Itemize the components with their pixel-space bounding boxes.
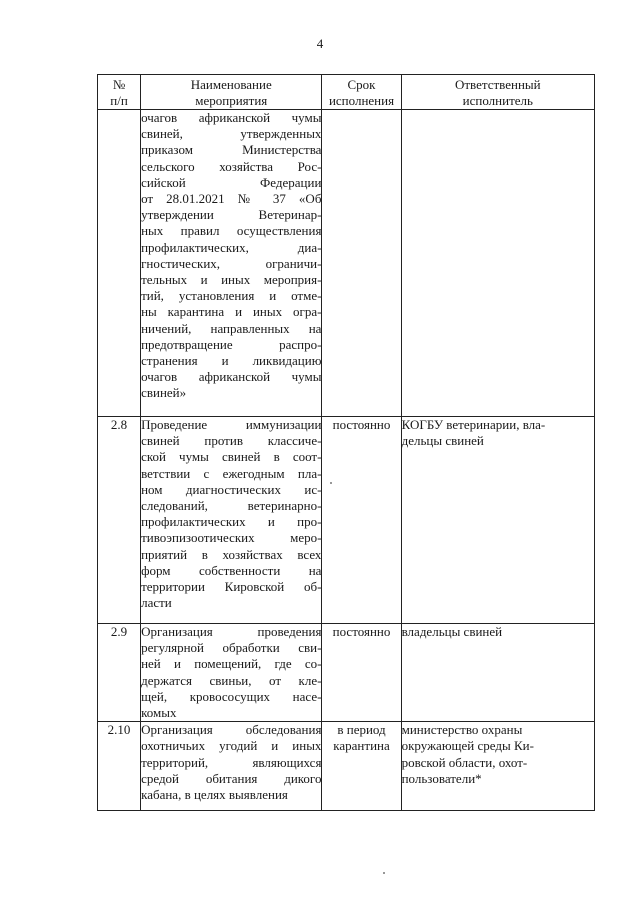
execution-term-line: постоянно <box>332 417 391 432</box>
execution-term-line: в период <box>337 722 386 738</box>
row-number: 2.9 <box>98 624 141 722</box>
execution-term <box>322 110 401 417</box>
responsible-executor-line: окружающей среды Ки- <box>401 738 534 754</box>
header-name <box>141 75 322 110</box>
measure-name-line: форм собственности на <box>141 562 322 578</box>
header-text: мероприятия <box>195 93 268 108</box>
header-responsible <box>401 75 594 110</box>
execution-term-line: карантина <box>333 738 390 754</box>
measure-name-line: очагов африканской чумы <box>141 369 322 385</box>
measure-name-line: Организация обследования <box>141 722 322 738</box>
measure-name-line: утверждении Ветеринар- <box>141 207 322 223</box>
responsible-executor-line: КОГБУ ветеринарии, вла- <box>401 417 546 432</box>
measure-name-line: свиней, утвержденных <box>141 126 322 142</box>
row-number: 2.10 <box>98 722 141 811</box>
measure-name-line: охотничьих угодий и иных <box>141 738 322 754</box>
measure-name <box>141 417 322 624</box>
responsible-executor <box>401 722 594 811</box>
measure-name-line: приказом Министерства <box>141 142 322 158</box>
header-term <box>322 75 401 110</box>
measure-name-line: ничений, направленных на <box>141 320 322 336</box>
measure-name-line: свиней» <box>141 385 187 401</box>
measure-name-line: свиней против классиче- <box>141 433 322 449</box>
measure-name-line: следований, ветеринарно- <box>141 498 322 514</box>
header-number <box>98 75 141 110</box>
header-text: Ответственный <box>454 77 541 92</box>
measure-name-line: комых <box>141 705 177 721</box>
scan-speck <box>330 482 332 484</box>
header-text: Наименование <box>190 77 272 92</box>
measure-name-line: ласти <box>141 595 172 611</box>
row-number <box>98 110 141 417</box>
measure-name-line: приятий в хозяйствах всех <box>141 546 322 562</box>
responsible-executor-line: министерство охраны <box>401 722 523 738</box>
execution-term <box>322 624 401 722</box>
measure-name <box>141 722 322 811</box>
measure-name-line: ных правил осуществления <box>141 223 322 239</box>
measure-name-line: сийской Федерации <box>141 174 322 190</box>
row-number: 2.8 <box>98 417 141 624</box>
measure-name-line: тельных и иных мероприя- <box>141 272 322 288</box>
measure-name-line: территорий, являющихся <box>141 754 322 770</box>
measure-name-line: сельского хозяйства Рос- <box>141 158 322 174</box>
execution-term <box>322 417 401 624</box>
measure-name-line: странения и ликвидацию <box>141 353 322 369</box>
table-row-2-10 <box>98 722 595 811</box>
measure-name-line: ской чумы свиней в соот- <box>141 449 322 465</box>
measure-name-line: регулярной обработки сви- <box>141 640 322 656</box>
measure-name-line: предотвращение распро- <box>141 336 322 352</box>
responsible-executor-line: владельцы свиней <box>401 624 503 639</box>
measure-name-line: тий, установления и отме- <box>141 288 322 304</box>
measure-name-line: Проведение иммунизации <box>141 417 322 432</box>
execution-term <box>322 722 401 811</box>
measures-table <box>97 74 595 811</box>
measure-name-line: территории Кировской об- <box>141 579 322 595</box>
table-row-2-8 <box>98 417 595 624</box>
measure-name-line: щей, кровососущих насе- <box>141 688 322 704</box>
measure-name-line: Организация проведения <box>141 624 322 639</box>
measure-name-line: тивоэпизоотических меро- <box>141 530 322 546</box>
header-text: Срок <box>347 77 376 92</box>
measure-name <box>141 110 322 417</box>
header-text: п/п <box>110 93 128 108</box>
measure-name-line: держатся свиньи, от кле- <box>141 672 322 688</box>
page-number: 4 <box>316 36 324 51</box>
responsible-executor <box>401 417 594 624</box>
table-row-2-9 <box>98 624 595 722</box>
responsible-executor-line: дельцы свиней <box>401 433 484 449</box>
table-header-row <box>98 75 595 110</box>
measure-name <box>141 624 322 722</box>
responsible-executor-line: пользователи* <box>401 770 482 786</box>
measure-name-line: гностических, ограничи- <box>141 255 322 271</box>
table-row-continuation <box>98 110 595 417</box>
measure-name-line: профилактических, диа- <box>141 239 322 255</box>
responsible-executor <box>401 624 594 722</box>
execution-term-line: постоянно <box>332 624 391 639</box>
header-text: исполнитель <box>462 93 533 108</box>
measure-name-line: ветствии с ежегодным пла- <box>141 465 322 481</box>
measure-name-line: кабана, в целях выявления <box>141 787 288 803</box>
measure-name-line: очагов африканской чумы <box>141 110 322 125</box>
measure-name-line: ней и помещений, где со- <box>141 656 322 672</box>
responsible-executor <box>401 110 594 417</box>
scan-speck <box>383 872 385 874</box>
responsible-executor-line: ровской области, охот- <box>401 754 528 770</box>
measure-name-line: ны карантина и иных огра- <box>141 304 322 320</box>
measure-name-line: от 28.01.2021 № 37 «Об <box>141 191 322 207</box>
measure-name-line: профилактических и про- <box>141 514 322 530</box>
header-text: исполнения <box>328 93 395 108</box>
measure-name-line: ном диагностических ис- <box>141 481 322 497</box>
header-text: № <box>112 77 126 92</box>
measure-name-line: средой обитания дикого <box>141 770 322 786</box>
